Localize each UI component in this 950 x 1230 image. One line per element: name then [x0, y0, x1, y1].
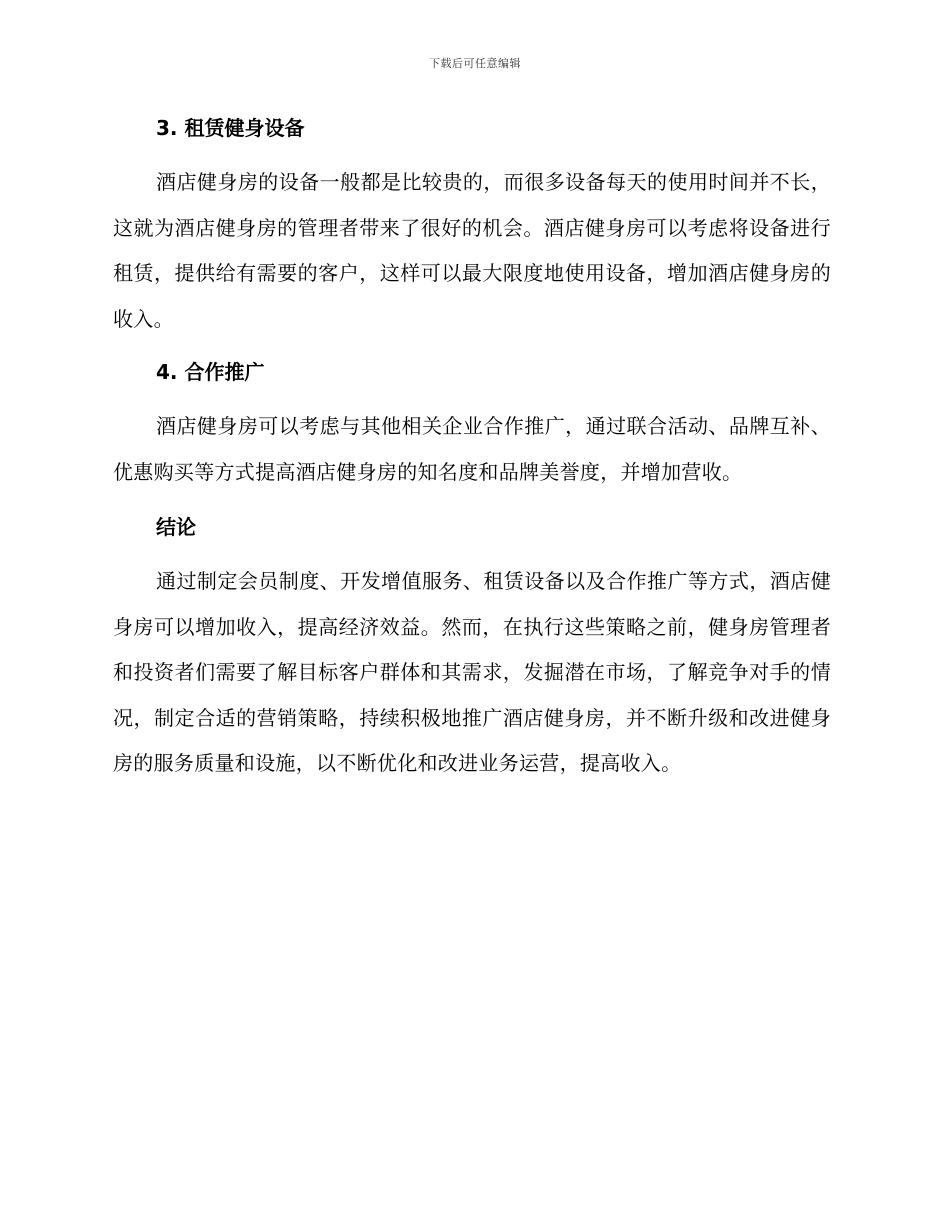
section-heading-rental: 3. 租赁健身设备 — [156, 116, 305, 140]
section-paragraph-conclusion: 通过制定会员制度、开发增值服务、租赁设备以及合作推广等方式，酒店健身房可以增加收入，提高经济效益。然而，在执行这些策略之前，健身房管理者和投资者们需要了解目标客户群体和其需求，发掘潜在市场，了解竞争对手的情况，制定合适的营销策略，持续积极地推广酒店健身房，并不断升级和改进健身房的服务质量和设施，以不断优化和改进业务运营，提高收入。 — [113, 569, 831, 775]
section-paragraph-cooperation: 酒店健身房可以考虑与其他相关企业合作推广，通过联合活动、品牌互补、优惠购买等方式提高酒店健身房的知名度和品牌美誉度，并增加营收。 — [113, 414, 831, 484]
page-header-note: 下载后可任意编辑 — [429, 57, 521, 70]
section-paragraph-rental: 酒店健身房的设备一般都是比较贵的，而很多设备每天的使用时间并不长，这就为酒店健身房的管理者带来了很好的机会。酒店健身房可以考虑将设备进行租赁，提供给有需要的客户，这样可以最大限度地使用设备，增加酒店健身房的收入。 — [113, 170, 831, 331]
document-body — [113, 112, 831, 787]
section-heading-conclusion: 结论 — [156, 515, 196, 539]
section-heading-cooperation: 4. 合作推广 — [156, 360, 265, 384]
